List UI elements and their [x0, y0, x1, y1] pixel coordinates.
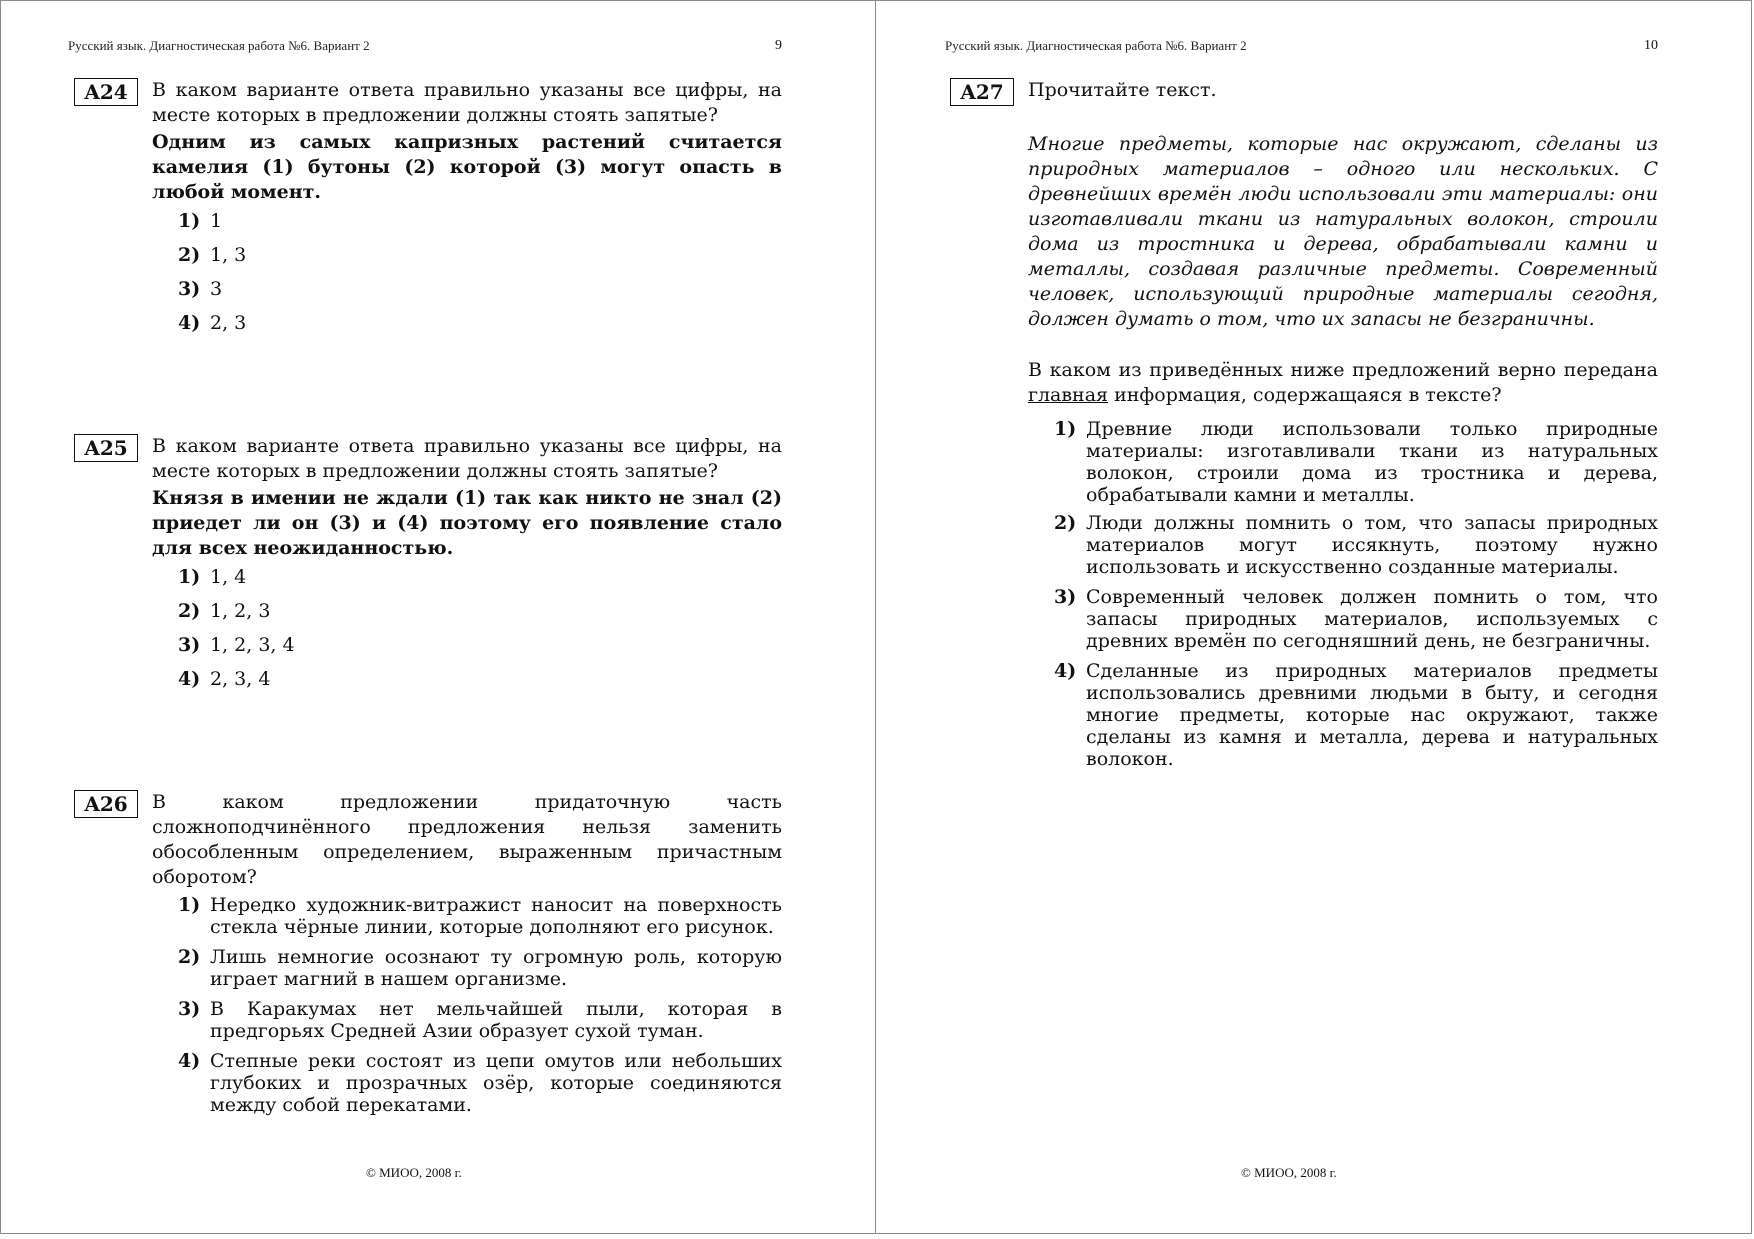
- answer-option[interactable]: 1) Древние люди использовали только природные материалы: изготавливали ткани из натуральных волокон, строили дома из тростника и дерева, обрабатывали камни и металлы.: [1054, 418, 1658, 506]
- answer-option[interactable]: 2) Люди должны помнить о том, что запасы природных материалов могут иссякнуть, поэтому нужно использовать и искусственно созданные материалы.: [1054, 512, 1658, 578]
- task-label: A26: [74, 790, 138, 818]
- answer-option[interactable]: 1) Нередко художник-витражист наносит на поверхность стекла чёрные линии, которые дополняют его рисунок.: [178, 894, 782, 938]
- task-question: В каком предложении придаточную часть сложноподчинённого предложения нельзя заменить обособленным определением, выраженным причастным оборотом?: [152, 791, 782, 888]
- task-label: A24: [74, 78, 138, 106]
- right-page: [876, 0, 1752, 1234]
- page-number: 10: [1644, 38, 1658, 53]
- answer-option[interactable]: 4) Сделанные из природных материалов предметы использовались древними людьми в быту, и сегодня многие предметы, которые нас окружают, также сделаны из камня и металла, дерева и натуральных волокон.: [1054, 660, 1658, 770]
- running-header: Русский язык. Диагностическая работа №6. Вариант 2: [945, 38, 1247, 53]
- left-page: [0, 0, 875, 1234]
- answer-option[interactable]: 4) Степные реки состоят из цепи омутов или небольших глубоких и прозрачных озёр, которые соединяются между собой перекатами.: [178, 1050, 782, 1116]
- task-instruction: Прочитайте текст.: [1028, 79, 1217, 101]
- task-a25: A25 В каком варианте ответа правильно указаны все цифры, на месте которых в предложении должны стоять запятые? Князя в имении не ждали (1) так как никто не знал (2) приедет ли он (3) и (4) поэтому его появление стало для всех неожиданностью. 1) 1, 4 2) 1, 2, 3 3) 1, 2, 3, 4 4) 2, 3, 4: [74, 434, 784, 694]
- task-label: A25: [74, 434, 138, 462]
- running-header: Русский язык. Диагностическая работа №6. Вариант 2: [68, 38, 370, 53]
- underlined-word: главная: [1028, 384, 1109, 406]
- task-question: В каком варианте ответа правильно указаны все цифры, на месте которых в предложении должны стоять запятые?: [152, 435, 782, 482]
- task-sentence: Князя в имении не ждали (1) так как никто не знал (2) приедет ли он (3) и (4) поэтому его появление стало для всех неожиданностью.: [152, 487, 782, 559]
- answer-option[interactable]: 3) В Каракумах нет мельчайшей пыли, которая в предгорьях Средней Азии образует сухой туман.: [178, 998, 782, 1042]
- page-number: 9: [775, 38, 782, 53]
- task-a26: [74, 790, 784, 1130]
- answer-option[interactable]: 2) Лишь немногие осознают ту огромную роль, которую играет магний в нашем организме.: [178, 946, 782, 990]
- answer-option[interactable]: 3) Современный человек должен помнить о том, что запасы природных материалов, используемых с древних времён по сегодняшний день, не безграничны.: [1054, 586, 1658, 652]
- task-sentence: Одним из самых капризных растений считается камелия (1) бутоны (2) которой (3) могут опасть в любой момент.: [152, 131, 782, 203]
- task-a24: A24 В каком варианте ответа правильно указаны все цифры, на месте которых в предложении должны стоять запятые? Одним из самых капризных растений считается камелия (1) бутоны (2) которой (3) могут опасть в любой момент. 1) 1 2) 1, 3 3) 3 4) 2, 3: [74, 78, 784, 338]
- footer-copyright: © МИОО, 2008 г.: [366, 1165, 462, 1180]
- task-question: В каком из приведённых ниже предложений верно передана главная информация, содержащаяся в тексте?: [1028, 359, 1658, 406]
- task-question: В каком варианте ответа правильно указаны все цифры, на месте которых в предложении должны стоять запятые?: [152, 79, 782, 126]
- footer-copyright: © МИОО, 2008 г.: [1241, 1165, 1337, 1180]
- task-label: A27: [950, 78, 1014, 106]
- task-a27: [950, 78, 1670, 778]
- reading-passage: Многие предметы, которые нас окружают, сделаны из природных материалов – одного или нескольких. С древнейших времён люди использовали эти материалы: они изготавливали ткани из натуральных волокон, строили дома из тростника и дерева, обрабатывали камни и металлы, создавая различные предметы. Современный человек, использующий природные материалы сегодня, должен думать о том, что их запасы не безграничны.: [1028, 133, 1658, 330]
